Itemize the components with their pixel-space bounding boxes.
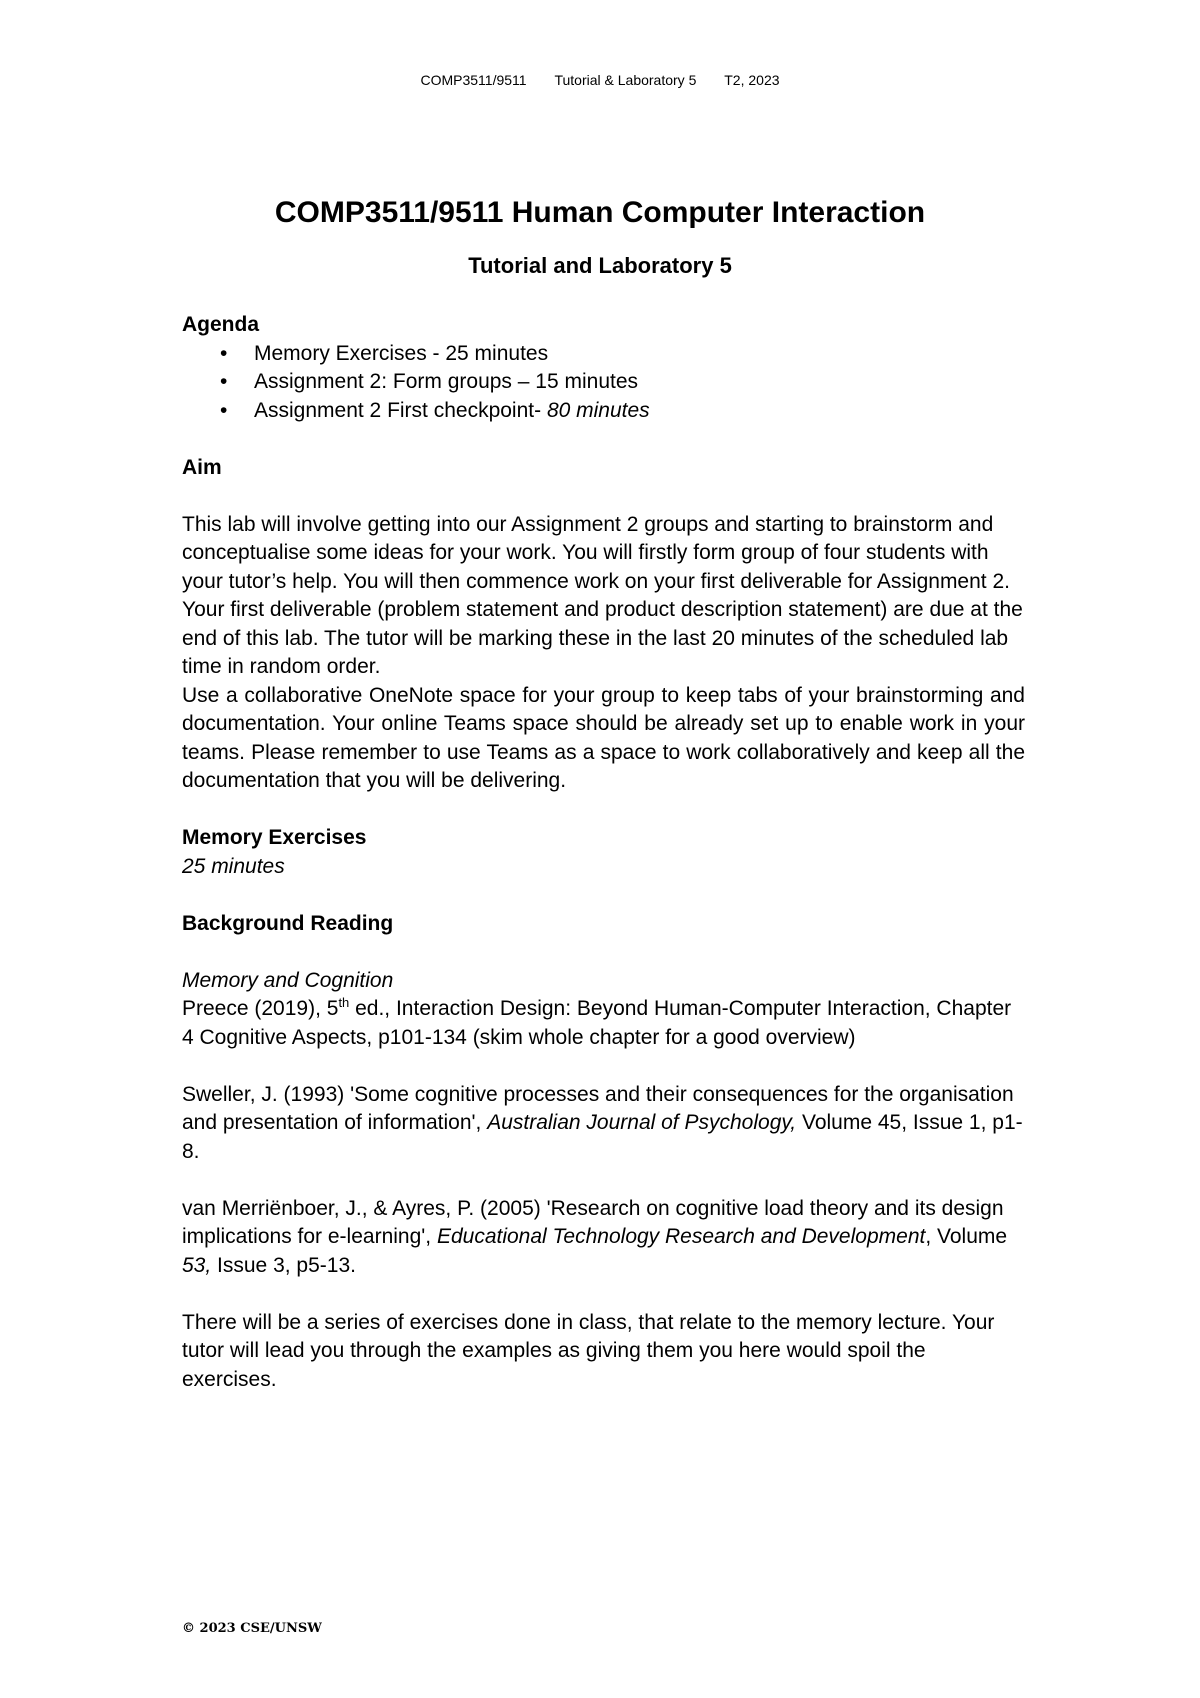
agenda-item-text: Assignment 2 First checkpoint-: [254, 398, 547, 422]
bullet-icon: •: [220, 370, 228, 393]
reference-journal: Educational Technology Research and Development: [436, 1225, 926, 1248]
reference-preece: [182, 995, 1025, 1052]
reference-text: Issue 3, p5-13.: [211, 1253, 356, 1277]
header-doc: Tutorial & Laboratory 5: [554, 72, 697, 88]
reference-journal: Australian Journal of Psychology,: [487, 1111, 797, 1134]
reading-topic: Memory and Cognition: [182, 968, 394, 992]
reference-text: van Merriënboer, J., & Ayres, P. (2005) 'Research on cognitive load theory and its design implications for e-learning',: [182, 1196, 1004, 1248]
aim-heading: Aim: [182, 455, 222, 479]
agenda-heading: Agenda: [182, 313, 260, 336]
agenda-item-duration: 80 minutes: [546, 398, 650, 422]
bullet-icon: •: [220, 341, 228, 365]
running-header: [0, 72, 1200, 88]
reference-van-merrienboer: [182, 1195, 1025, 1281]
closing-paragraph: There will be a series of exercises done in class, that relate to the memory lecture. Your tutor will lead you through the examples as giving them you here would spoil the exercises.: [182, 1310, 995, 1391]
agenda-item: [182, 397, 1025, 426]
aim-paragraph-1: This lab will involve getting into our Assignment 2 groups and starting to brainstorm and conceptualise some ideas for your work. You will firstly form group of four students with your tutor’s help. You will then commence work on your first deliverable for Assignment 2. Your first deliverable (problem statement and product description statement) are due at the end of this lab. The tutor will be marking these in the last 20 minutes of the scheduled lab time in random order.: [182, 512, 1023, 678]
agenda-item-text: Assignment 2: Form groups – 15 minutes: [254, 370, 639, 393]
agenda-item: [182, 340, 1025, 369]
page-footer: © 2023 CSE/UNSW: [182, 1621, 322, 1636]
reference-volume: 53,: [182, 1253, 212, 1277]
reference-superscript: th: [338, 995, 350, 1010]
memory-duration: 25 minutes: [182, 854, 285, 878]
document-subtitle: Tutorial and Laboratory 5: [468, 253, 732, 278]
document-body: [182, 311, 1025, 1394]
header-term: T2, 2023: [724, 72, 780, 88]
reference-text: Volume 45, Issue 1, p1-8.: [182, 1111, 1023, 1163]
reference-text: Preece (2019), 5: [182, 997, 339, 1020]
memory-heading: Memory Exercises: [182, 826, 367, 849]
document-title: COMP3511/9511 Human Computer Interaction: [274, 196, 926, 229]
reference-text: Sweller, J. (1993) 'Some cognitive processes and their consequences for the organisation and presentation of information',: [182, 1082, 1014, 1134]
aim-paragraph-2: Use a collaborative OneNote space for your group to keep tabs of your brainstorming and documentation. Your online Teams space should be already set up to enable work in your teams. Please remember to use Teams as a space to work collaboratively and keep all the documentation that you will be delivering.: [182, 683, 1025, 792]
agenda-item-text: Memory Exercises - 25 minutes: [254, 341, 549, 365]
reference-text: ed., Interaction Design: Beyond Human-Computer Interaction, Chapter 4 Cognitive Aspects, p101-134 (skim whole chapter for a good overview): [182, 997, 1012, 1049]
reference-sweller: [182, 1081, 1025, 1167]
reference-text: , Volume: [925, 1225, 1008, 1248]
agenda-list: [182, 340, 1025, 426]
header-course: COMP3511/9511: [420, 72, 527, 88]
bullet-icon: •: [220, 398, 228, 422]
reading-heading: Background Reading: [182, 911, 394, 935]
agenda-item: [182, 368, 1025, 397]
